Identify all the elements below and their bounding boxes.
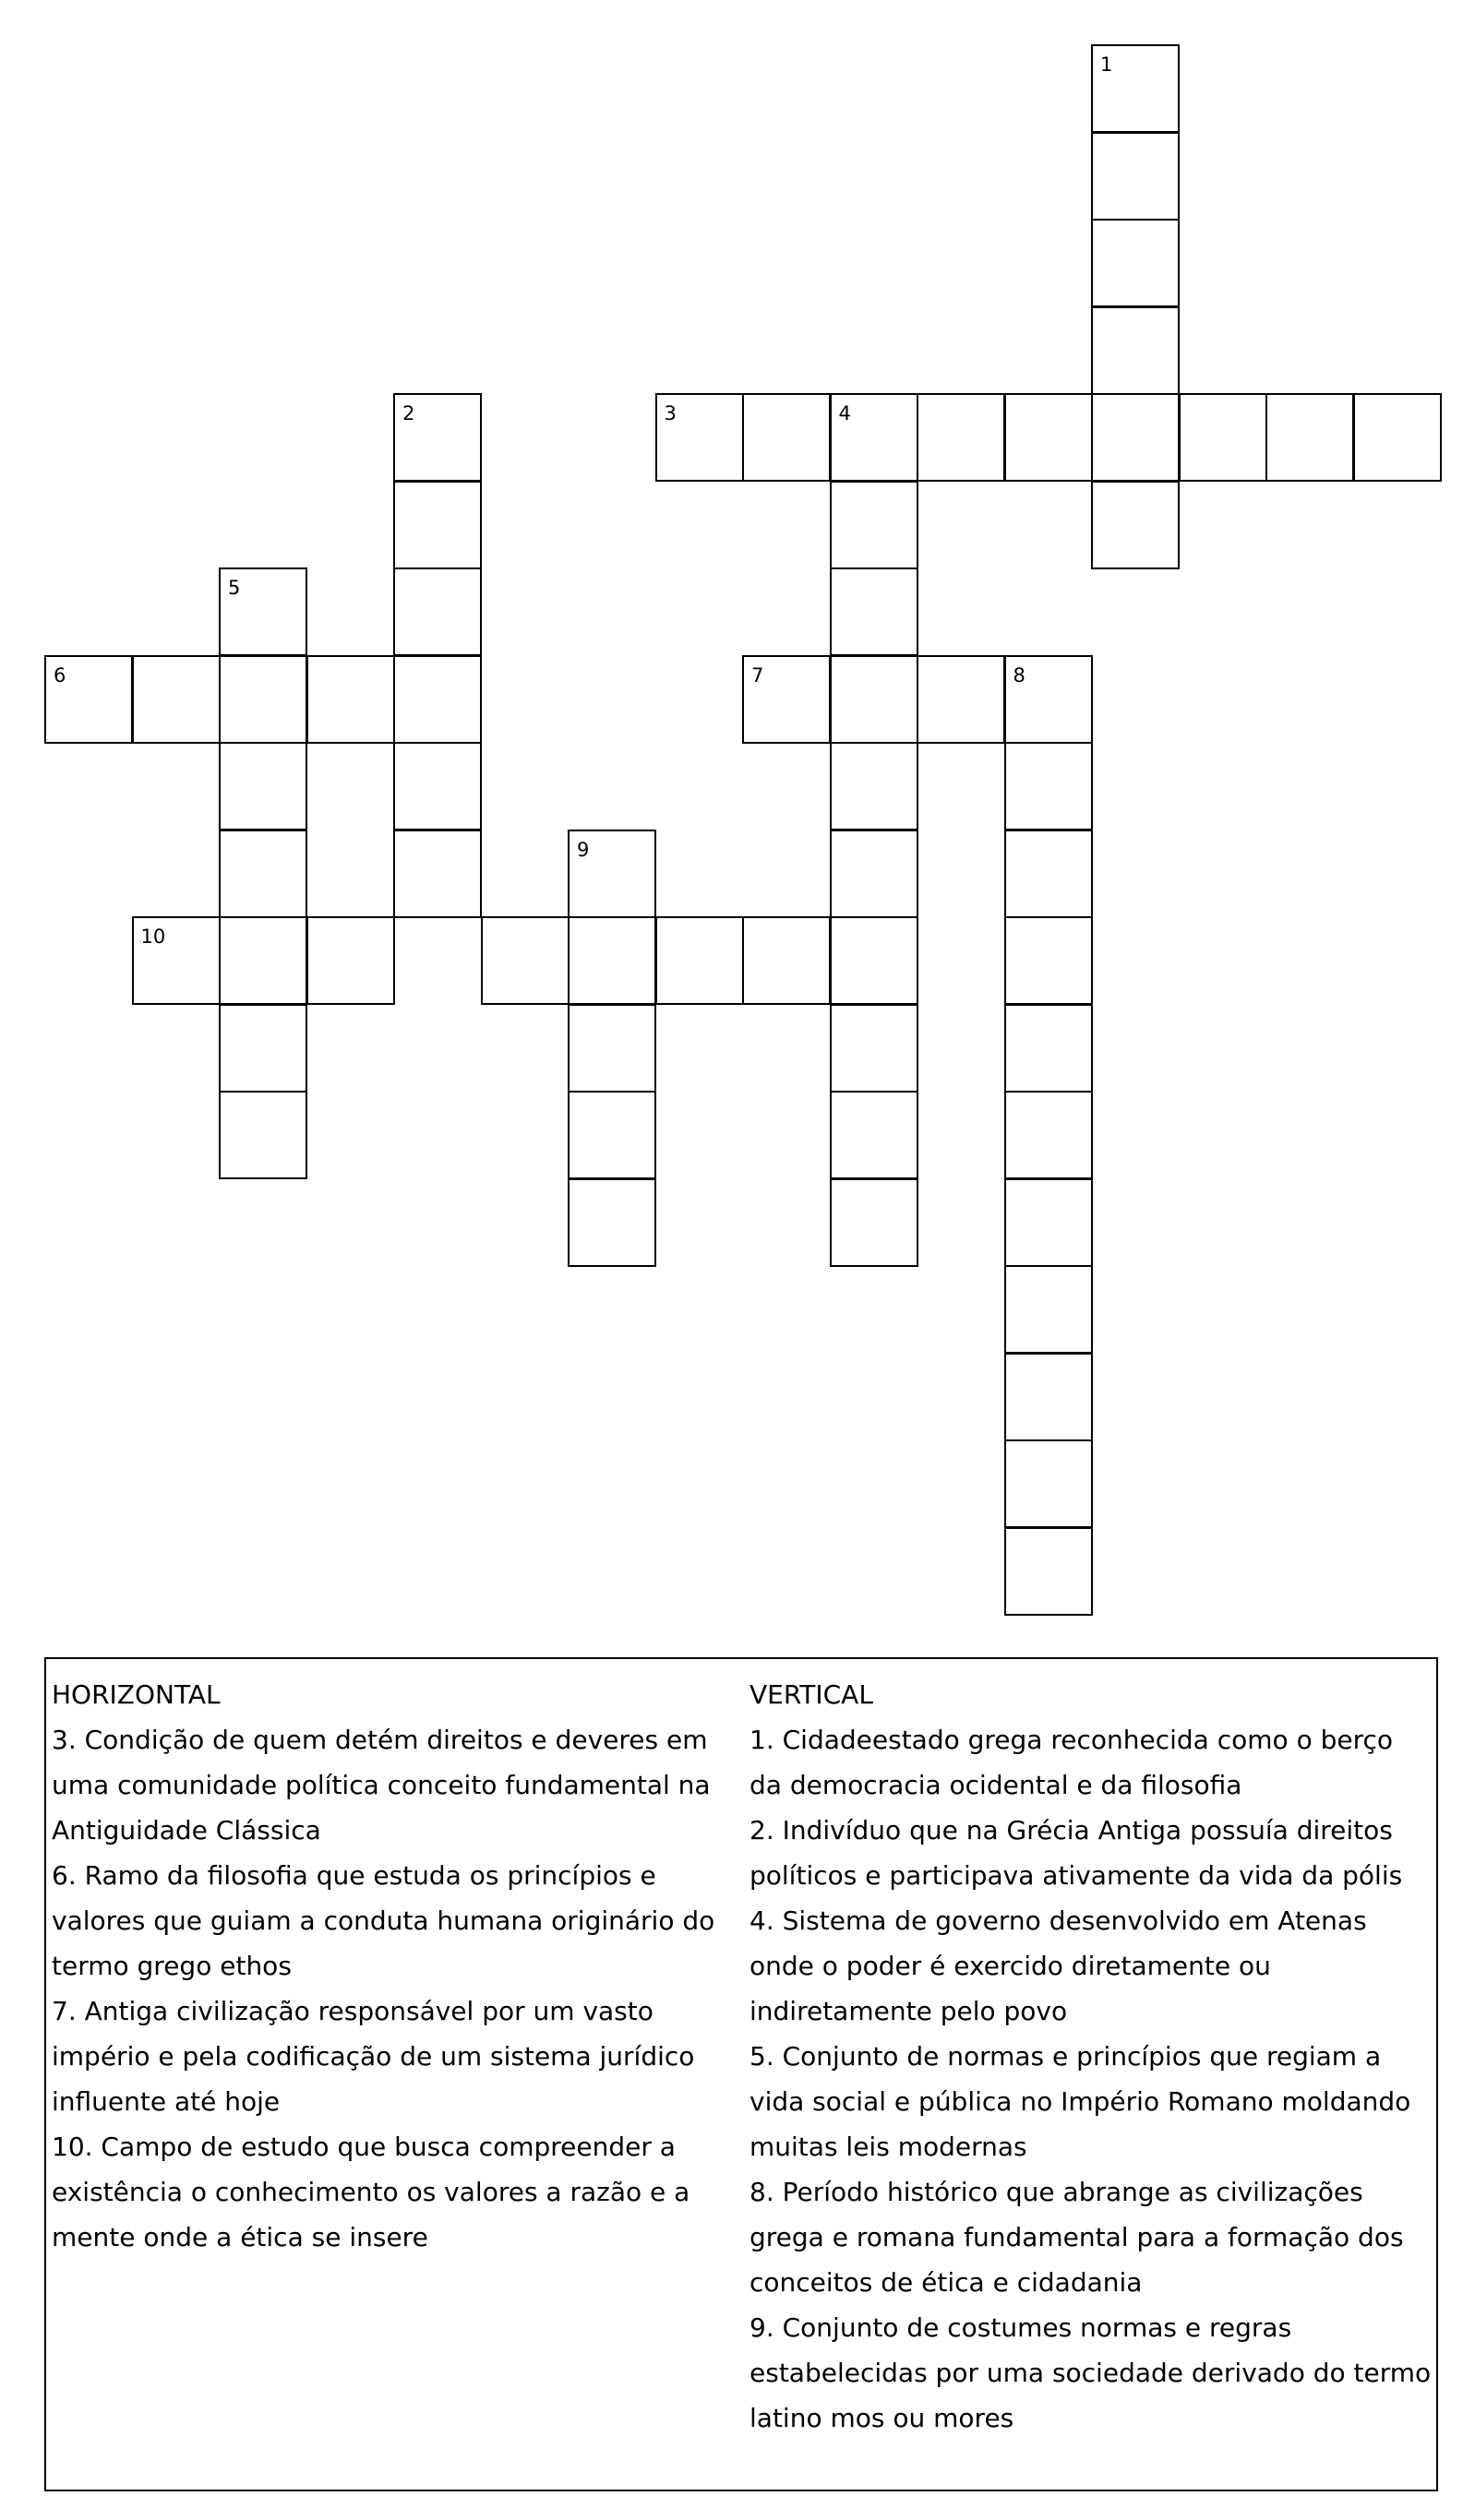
crossword-cell[interactable] (393, 481, 482, 569)
horizontal-title: HORIZONTAL (52, 1679, 221, 1710)
crossword-cell[interactable] (1265, 393, 1354, 482)
crossword-cell[interactable] (219, 742, 307, 830)
clue-number: 4 (838, 402, 851, 424)
crossword-cell[interactable] (830, 1091, 918, 1179)
vertical-title: VERTICAL (749, 1679, 873, 1710)
crossword-cell[interactable] (568, 916, 656, 1005)
crossword-cell[interactable] (1091, 306, 1180, 395)
vertical-clue: 4. Sistema de governo desenvolvido em Atenas onde o poder é exercido diretamente ou indiretamente pelo povo (749, 1905, 1367, 2026)
crossword-cell[interactable] (1091, 132, 1180, 221)
crossword-cell[interactable] (830, 1178, 918, 1267)
crossword-cell[interactable] (830, 655, 918, 744)
clue-number: 6 (54, 663, 66, 687)
vertical-clues (749, 1672, 1433, 2441)
crossword-cell[interactable] (1004, 1527, 1093, 1616)
crossword-cell[interactable] (219, 830, 307, 918)
crossword-cell[interactable] (655, 916, 744, 1005)
clue-number: 1 (1100, 54, 1113, 76)
crossword-cell[interactable] (830, 742, 918, 830)
crossword-cell[interactable] (1004, 1265, 1093, 1354)
crossword-cell[interactable] (1091, 481, 1180, 569)
crossword-cell[interactable] (219, 1091, 307, 1179)
vertical-clue: 5. Conjunto de normas e princípios que regiam a vida social e pública no Império Romano moldando muitas leis modernas (749, 2041, 1411, 2162)
clue-box (44, 1657, 1438, 2491)
crossword-cell[interactable] (1004, 742, 1093, 830)
vertical-clue: 1. Cidadeestado grega reconhecida como o berço da democracia ocidental e da filosofia (749, 1725, 1394, 1800)
crossword-cell[interactable] (1004, 1091, 1093, 1179)
horizontal-clues (52, 1672, 746, 2260)
crossword-cell[interactable] (830, 916, 918, 1005)
crossword-cell[interactable] (219, 916, 307, 1005)
vertical-clue: 8. Período histórico que abrange as civilizações grega e romana fundamental para a formação dos conceitos de ética e cidadania (749, 2177, 1404, 2298)
crossword-cell[interactable] (568, 1178, 656, 1267)
clue-number: 5 (228, 577, 241, 599)
crossword-cell[interactable] (306, 655, 395, 744)
crossword-cell[interactable] (917, 655, 1005, 744)
horizontal-clue: 6. Ramo da filosofia que estuda os princípios e valores que guiam a conduta humana originário do termo grego ethos (52, 1860, 715, 1981)
crossword-cell[interactable] (1004, 1004, 1093, 1093)
crossword-cell[interactable] (1004, 1439, 1093, 1528)
crossword-cell[interactable] (393, 567, 482, 656)
crossword-cell[interactable] (830, 1004, 918, 1093)
crossword-cell[interactable] (1004, 830, 1093, 918)
horizontal-clue: 7. Antiga civilização responsável por um vasto império e pela codificação de um sistema jurídico influente até hoje (52, 1996, 695, 2117)
clue-number: 8 (1013, 663, 1025, 687)
crossword-cell[interactable] (393, 742, 482, 830)
crossword-cell[interactable] (219, 1004, 307, 1093)
crossword-cell[interactable] (306, 916, 395, 1005)
crossword-cell[interactable] (830, 830, 918, 918)
horizontal-clue: 10. Campo de estudo que busca compreender a existência o conhecimento os valores a razão e a mente onde a ética se insere (52, 2132, 690, 2252)
crossword-cell[interactable] (917, 393, 1005, 482)
crossword-cell[interactable] (742, 393, 831, 482)
crossword-cell[interactable] (393, 830, 482, 918)
vertical-clue: 2. Indivíduo que na Grécia Antiga possuía direitos políticos e participava ativamente da vida da pólis (749, 1815, 1403, 1891)
clue-number: 7 (751, 663, 764, 687)
crossword-cell[interactable] (830, 481, 918, 569)
crossword-cell[interactable] (1004, 1353, 1093, 1441)
crossword-cell[interactable] (742, 916, 831, 1005)
clue-number: 2 (402, 402, 415, 424)
crossword-cell[interactable] (1091, 393, 1180, 482)
clue-number: 3 (664, 402, 677, 424)
crossword-cell[interactable] (568, 1004, 656, 1093)
crossword-cell[interactable] (1004, 393, 1093, 482)
crossword-cell[interactable] (1091, 219, 1180, 307)
vertical-clue: 9. Conjunto de costumes normas e regras estabelecidas por uma sociedade derivado do termo latino mos ou mores (749, 2312, 1432, 2433)
crossword-cell[interactable] (1179, 393, 1267, 482)
crossword-cell[interactable] (568, 1091, 656, 1179)
horizontal-clue: 3. Condição de quem detém direitos e deveres em uma comunidade política conceito fundamental na Antiguidade Clássica (52, 1725, 711, 1845)
crossword-cell[interactable] (1004, 1178, 1093, 1267)
crossword-cell[interactable] (1004, 916, 1093, 1005)
crossword-cell[interactable] (830, 567, 918, 656)
clue-number: 10 (140, 926, 166, 948)
clue-number: 9 (577, 838, 590, 861)
crossword-cell[interactable] (481, 916, 570, 1005)
crossword-cell[interactable] (132, 655, 221, 744)
crossword-cell[interactable] (1353, 393, 1442, 482)
crossword-cell[interactable] (393, 655, 482, 744)
crossword-cell[interactable] (219, 655, 307, 744)
